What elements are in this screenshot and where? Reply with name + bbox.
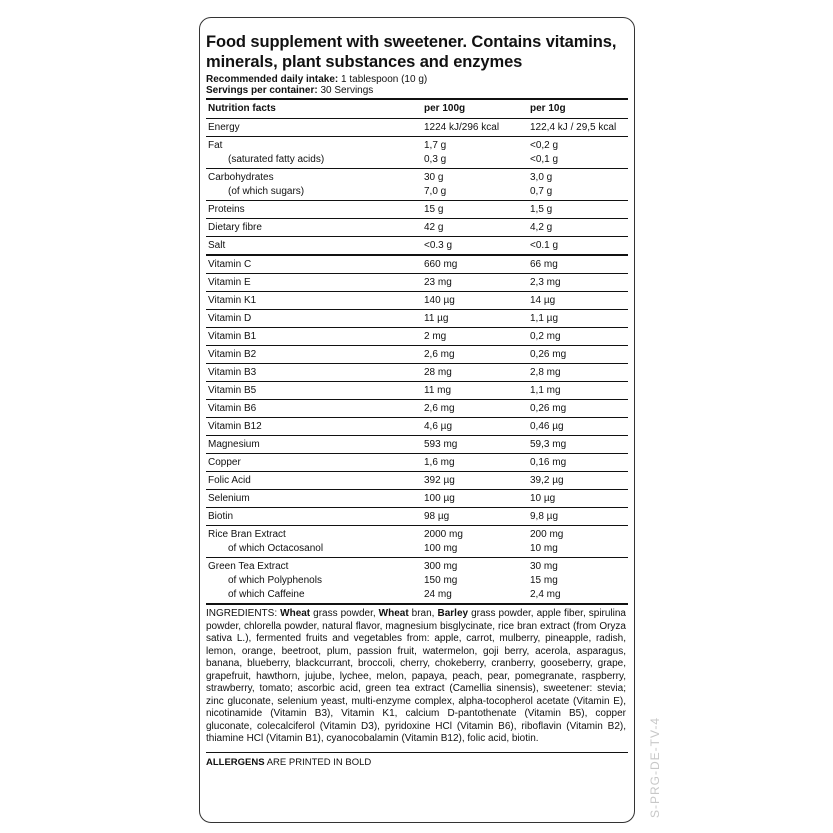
value-per-100g bbox=[422, 119, 528, 137]
value-per-10g-line: 0,2 mg bbox=[530, 331, 561, 342]
table-row bbox=[206, 328, 628, 346]
value-per-10g bbox=[528, 400, 628, 418]
allergen-wheat: Wheat bbox=[280, 608, 311, 619]
value-per-10g bbox=[528, 346, 628, 364]
value-per-100g bbox=[422, 137, 528, 169]
value-per-10g bbox=[528, 310, 628, 328]
value-per-100g bbox=[422, 436, 528, 454]
nutrient-name-line: of which Polyphenols bbox=[228, 575, 322, 586]
value-per-100g-line: 30 g bbox=[424, 172, 444, 183]
table-row bbox=[206, 292, 628, 310]
value-per-100g-line: 392 µg bbox=[424, 475, 455, 486]
nutrient-name bbox=[206, 472, 422, 490]
value-per-10g bbox=[528, 201, 628, 219]
value-per-100g-line: 15 g bbox=[424, 204, 444, 215]
nutrition-label bbox=[199, 17, 635, 823]
value-per-10g-line: 1,5 g bbox=[530, 204, 553, 215]
value-per-10g-line: 39,2 µg bbox=[530, 475, 564, 486]
header-nutrition-facts: Nutrition facts bbox=[206, 99, 422, 119]
ingredients-list bbox=[206, 608, 628, 746]
table-row bbox=[206, 472, 628, 490]
value-per-10g-line: 200 mg bbox=[530, 529, 564, 540]
table-row bbox=[206, 169, 628, 201]
value-per-10g-line: 2,8 mg bbox=[530, 367, 561, 378]
value-per-10g-line: 0,7 g bbox=[530, 186, 553, 197]
value-per-100g bbox=[422, 382, 528, 400]
value-per-100g-line: 7,0 g bbox=[424, 186, 447, 197]
nutrient-name bbox=[206, 219, 422, 237]
value-per-100g-line: 2,6 mg bbox=[424, 349, 455, 360]
table-row bbox=[206, 558, 628, 605]
table-row bbox=[206, 346, 628, 364]
nutrient-name-line: Dietary fibre bbox=[208, 222, 262, 233]
side-product-code: S-PRG-DE-TV-4 bbox=[648, 716, 662, 818]
value-per-100g-line: 300 mg bbox=[424, 561, 458, 572]
value-per-10g bbox=[528, 472, 628, 490]
table-row bbox=[206, 310, 628, 328]
table-row bbox=[206, 237, 628, 256]
value-per-100g-line: 660 mg bbox=[424, 259, 458, 270]
nutrient-name bbox=[206, 137, 422, 169]
value-per-100g bbox=[422, 255, 528, 274]
product-title: Food supplement with sweetener. Contains vitamins, minerals, plant substances and enzymes bbox=[206, 33, 617, 71]
servings-value: 30 Servings bbox=[317, 85, 374, 96]
nutrient-name bbox=[206, 169, 422, 201]
servings-per-container bbox=[206, 85, 628, 96]
value-per-100g bbox=[422, 169, 528, 201]
table-row bbox=[206, 119, 628, 137]
value-per-100g bbox=[422, 201, 528, 219]
nutrient-name-line: Vitamin C bbox=[208, 259, 252, 270]
value-per-100g-line: 23 mg bbox=[424, 277, 452, 288]
value-per-100g-line: 2000 mg bbox=[424, 529, 463, 540]
value-per-10g-line: 14 µg bbox=[530, 295, 556, 306]
value-per-100g-line: 100 µg bbox=[424, 493, 455, 504]
nutrient-name bbox=[206, 237, 422, 256]
daily-intake bbox=[206, 74, 628, 85]
nutrient-name bbox=[206, 274, 422, 292]
value-per-10g-line: <0,1 g bbox=[530, 154, 559, 165]
nutrient-name-line: Magnesium bbox=[208, 439, 260, 450]
value-per-100g-line: 24 mg bbox=[424, 589, 452, 600]
value-per-10g-line: 0,26 mg bbox=[530, 403, 567, 414]
daily-intake-label: Recommended daily intake: bbox=[206, 74, 339, 85]
table-row bbox=[206, 255, 628, 274]
value-per-10g-line: 1,1 µg bbox=[530, 313, 559, 324]
value-per-10g-line: 10 mg bbox=[530, 543, 558, 554]
value-per-100g bbox=[422, 472, 528, 490]
nutrient-name-line: Folic Acid bbox=[208, 475, 251, 486]
nutrient-name-line: Vitamin B1 bbox=[208, 331, 257, 342]
nutrient-name-line: of which Caffeine bbox=[228, 589, 305, 600]
nutrient-name bbox=[206, 310, 422, 328]
nutrient-name bbox=[206, 382, 422, 400]
nutrient-name-line: Vitamin D bbox=[208, 313, 252, 324]
nutrient-name bbox=[206, 558, 422, 605]
value-per-100g-line: 11 mg bbox=[424, 385, 452, 396]
nutrient-name-line: (saturated fatty acids) bbox=[228, 154, 325, 165]
nutrient-name-line: Biotin bbox=[208, 511, 234, 522]
table-row bbox=[206, 364, 628, 382]
value-per-10g bbox=[528, 219, 628, 237]
value-per-100g-line: 140 µg bbox=[424, 295, 455, 306]
value-per-10g bbox=[528, 436, 628, 454]
value-per-100g bbox=[422, 237, 528, 256]
nutrient-name-line: Rice Bran Extract bbox=[208, 529, 286, 540]
nutrient-name-line: of which Octacosanol bbox=[228, 543, 324, 554]
value-per-100g-line: 2,6 mg bbox=[424, 403, 455, 414]
ingredients-text: grass powder, apple fiber, spirulina powder, chlorella powder, natural flavor, magnesium bisglycinate, rice bran extract (from Oryza sativa L.), fermented fruits and vegetables from: apple, carrot, mulberry, pineapple, radish, lemon, orange, beetroot, plum, passion fruit, watermelon, goji berry, acerola, asparagus, banana, blueberry, blackcurrant, broccoli, cherry, chokeberry, cranberry, gooseberry, grape, grapefruit, hawthorn, jujube, lychee, melon, papaya, peach, pear, pomegranate, raspberry, strawberry, tomato; ascorbic acid, green tea extract (Camellia sinensis), sweetener: stevia; zinc gluconate, selenium yeast, multi-enzyme complex, alpha-tocopherol acetate (Vitamin E), nicotinamide (Vitamin B3), Vitamin K1, calcium D-pantothenate (Vitamin B5), copper gluconate, colecalciferol (Vitamin D3), pyridoxine HCl (Vitamin B6), riboflavin (Vitamin B2), thiamine HCl (Vitamin B1), cyanocobalamin (Vitamin B12), folic acid, biotin. bbox=[206, 608, 626, 744]
value-per-100g bbox=[422, 219, 528, 237]
value-per-10g-line: 59,3 mg bbox=[530, 439, 567, 450]
nutrient-name bbox=[206, 201, 422, 219]
value-per-100g bbox=[422, 526, 528, 558]
value-per-100g-line: 150 mg bbox=[424, 575, 458, 586]
value-per-10g bbox=[528, 558, 628, 605]
value-per-10g-line: 10 µg bbox=[530, 493, 556, 504]
table-row bbox=[206, 454, 628, 472]
nutrient-name bbox=[206, 508, 422, 526]
value-per-10g-line: 9,8 µg bbox=[530, 511, 559, 522]
nutrient-name-line: Green Tea Extract bbox=[208, 561, 289, 572]
nutrient-name bbox=[206, 436, 422, 454]
value-per-10g bbox=[528, 526, 628, 558]
value-per-10g bbox=[528, 292, 628, 310]
value-per-10g-line: 66 mg bbox=[530, 259, 558, 270]
value-per-100g-line: 593 mg bbox=[424, 439, 458, 450]
value-per-10g bbox=[528, 508, 628, 526]
nutrient-name bbox=[206, 526, 422, 558]
nutrient-name bbox=[206, 364, 422, 382]
value-per-100g bbox=[422, 292, 528, 310]
value-per-10g-line: 0,46 µg bbox=[530, 421, 564, 432]
nutrient-name bbox=[206, 454, 422, 472]
nutrient-name-line: Proteins bbox=[208, 204, 245, 215]
value-per-10g bbox=[528, 364, 628, 382]
nutrient-name-line: Vitamin B2 bbox=[208, 349, 257, 360]
nutrient-name bbox=[206, 346, 422, 364]
value-per-10g bbox=[528, 274, 628, 292]
allergen-note bbox=[206, 752, 628, 768]
nutrient-name-line: Vitamin E bbox=[208, 277, 251, 288]
ingredients-text: INGREDIENTS: bbox=[206, 608, 281, 619]
value-per-100g bbox=[422, 418, 528, 436]
table-row bbox=[206, 400, 628, 418]
value-per-10g-line: 122,4 kJ / 29,5 kcal bbox=[530, 122, 617, 133]
value-per-100g-line: 98 µg bbox=[424, 511, 450, 522]
table-row bbox=[206, 526, 628, 558]
nutrient-name-line: (of which sugars) bbox=[228, 186, 305, 197]
value-per-100g-line: 2 mg bbox=[424, 331, 447, 342]
value-per-100g-line: 0,3 g bbox=[424, 154, 447, 165]
nutrient-name bbox=[206, 328, 422, 346]
value-per-10g bbox=[528, 490, 628, 508]
value-per-10g-line: <0.1 g bbox=[530, 240, 559, 251]
header-per-100g: per 100g bbox=[422, 99, 528, 119]
value-per-10g-line: <0,2 g bbox=[530, 140, 559, 151]
value-per-100g-line: 1,6 mg bbox=[424, 457, 455, 468]
value-per-100g bbox=[422, 328, 528, 346]
value-per-100g-line: 11 µg bbox=[424, 313, 449, 324]
value-per-10g bbox=[528, 119, 628, 137]
value-per-100g bbox=[422, 274, 528, 292]
value-per-100g bbox=[422, 454, 528, 472]
nutrient-name bbox=[206, 418, 422, 436]
table-row bbox=[206, 219, 628, 237]
value-per-10g bbox=[528, 169, 628, 201]
nutrition-table bbox=[206, 98, 628, 605]
nutrient-name-line: Salt bbox=[208, 240, 226, 251]
nutrient-name-line: Vitamin B3 bbox=[208, 367, 257, 378]
value-per-10g bbox=[528, 255, 628, 274]
header-per-10g: per 10g bbox=[528, 99, 628, 119]
value-per-10g-line: 2,3 mg bbox=[530, 277, 561, 288]
nutrient-name-line: Vitamin B12 bbox=[208, 421, 262, 432]
value-per-10g bbox=[528, 137, 628, 169]
ingredients-text: bran, bbox=[408, 608, 438, 619]
nutrient-name-line: Fat bbox=[208, 140, 223, 151]
value-per-100g-line: <0.3 g bbox=[424, 240, 453, 251]
value-per-100g bbox=[422, 558, 528, 605]
nutrient-name bbox=[206, 255, 422, 274]
table-row bbox=[206, 274, 628, 292]
value-per-10g bbox=[528, 418, 628, 436]
nutrient-name bbox=[206, 119, 422, 137]
value-per-10g bbox=[528, 454, 628, 472]
value-per-100g-line: 4,6 µg bbox=[424, 421, 453, 432]
value-per-10g bbox=[528, 382, 628, 400]
value-per-100g bbox=[422, 310, 528, 328]
nutrient-name-line: Vitamin B5 bbox=[208, 385, 257, 396]
daily-intake-value: 1 tablespoon (10 g) bbox=[338, 74, 428, 85]
table-row bbox=[206, 418, 628, 436]
value-per-100g-line: 100 mg bbox=[424, 543, 458, 554]
nutrient-name-line: Selenium bbox=[208, 493, 250, 504]
value-per-100g bbox=[422, 346, 528, 364]
nutrient-name bbox=[206, 292, 422, 310]
value-per-100g-line: 42 g bbox=[424, 222, 444, 233]
table-row bbox=[206, 201, 628, 219]
value-per-10g-line: 4,2 g bbox=[530, 222, 553, 233]
nutrient-name-line: Vitamin K1 bbox=[208, 295, 257, 306]
allergen-wheat: Wheat bbox=[378, 608, 409, 619]
table-row bbox=[206, 508, 628, 526]
nutrient-name-line: Copper bbox=[208, 457, 241, 468]
value-per-10g-line: 1,1 mg bbox=[530, 385, 561, 396]
value-per-10g-line: 30 mg bbox=[530, 561, 558, 572]
value-per-10g bbox=[528, 328, 628, 346]
servings-label: Servings per container: bbox=[206, 85, 318, 96]
value-per-100g bbox=[422, 490, 528, 508]
value-per-10g bbox=[528, 237, 628, 256]
value-per-10g-line: 0,16 mg bbox=[530, 457, 567, 468]
table-row bbox=[206, 382, 628, 400]
value-per-100g bbox=[422, 508, 528, 526]
nutrient-name-line: Vitamin B6 bbox=[208, 403, 257, 414]
nutrient-name bbox=[206, 490, 422, 508]
value-per-100g-line: 1224 kJ/296 kcal bbox=[424, 122, 500, 133]
allergen-note-rest: ARE PRINTED IN BOLD bbox=[264, 756, 372, 768]
allergen-note-bold: ALLERGENS bbox=[206, 756, 265, 768]
value-per-100g bbox=[422, 364, 528, 382]
value-per-100g-line: 1,7 g bbox=[424, 140, 447, 151]
value-per-100g-line: 28 mg bbox=[424, 367, 452, 378]
ingredients-text: grass powder, bbox=[310, 608, 379, 619]
table-row bbox=[206, 490, 628, 508]
table-row bbox=[206, 436, 628, 454]
value-per-10g-line: 15 mg bbox=[530, 575, 558, 586]
table-header-row bbox=[206, 99, 628, 119]
value-per-10g-line: 0,26 mg bbox=[530, 349, 567, 360]
nutrient-name-line: Energy bbox=[208, 122, 240, 133]
nutrient-name bbox=[206, 400, 422, 418]
value-per-10g-line: 2,4 mg bbox=[530, 589, 561, 600]
table-row bbox=[206, 137, 628, 169]
value-per-10g-line: 3,0 g bbox=[530, 172, 553, 183]
allergen-barley: Barley bbox=[437, 608, 469, 619]
nutrient-name-line: Carbohydrates bbox=[208, 172, 274, 183]
value-per-100g bbox=[422, 400, 528, 418]
